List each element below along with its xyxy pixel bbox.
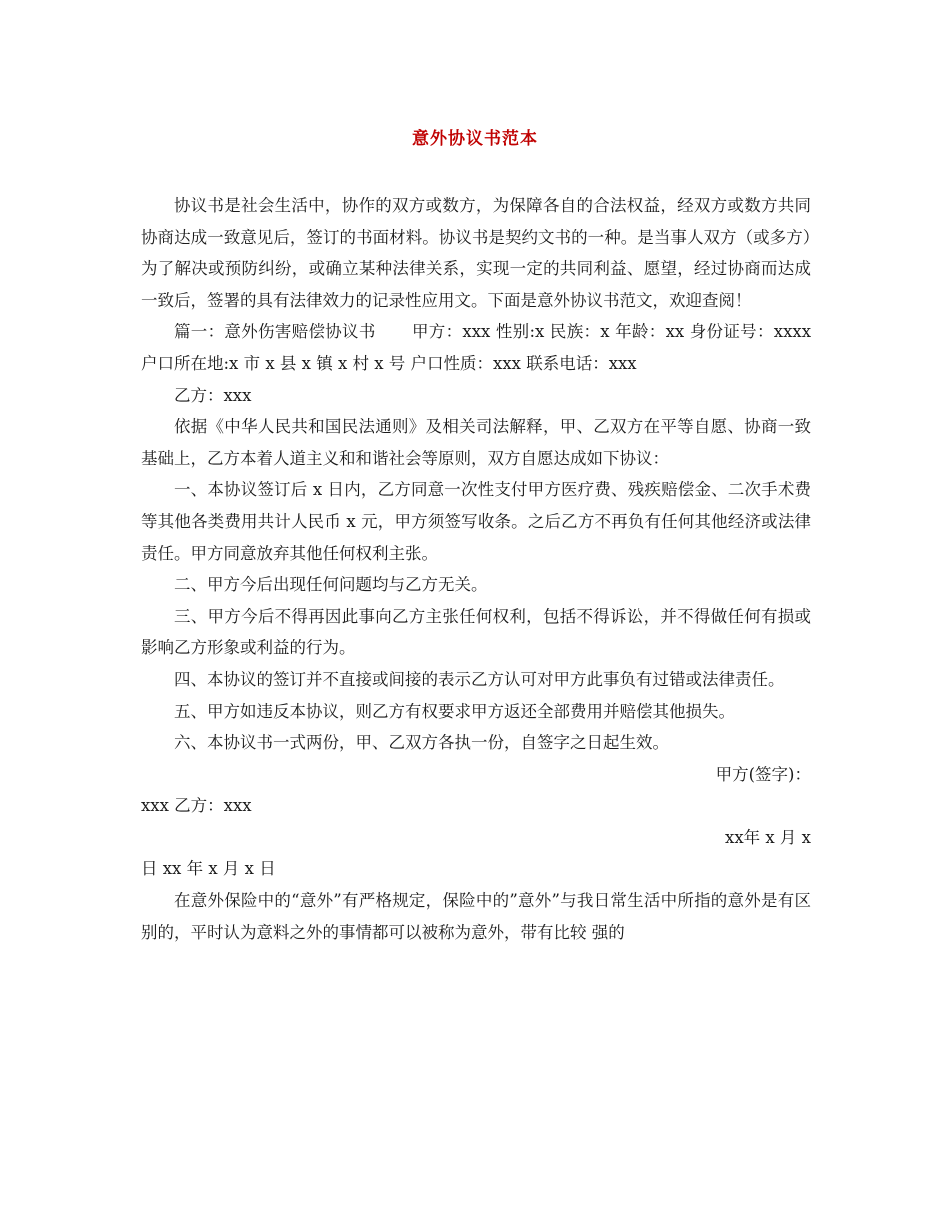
page-title: 意外协议书范本 bbox=[412, 129, 538, 149]
document-body bbox=[141, 190, 811, 948]
section-paragraph bbox=[141, 316, 811, 379]
intro-paragraph: 协议书是社会生活中，协作的双方或数方，为保障各自的合法权益，经双方或数方共同协商达成一致意见后，签订的书面材料。协议书是契约文书的一种。是当事人双方（或多方）为了解决或预防纠纷，或确立某种法律关系，实现一定的共同利益、愿望，经过协商而达成一致后，签署的具有法律效力的记录性应用文。下面是意外协议书范文，欢迎查阅！ bbox=[141, 196, 811, 310]
date-line-right: xx年 x 月 x bbox=[725, 827, 811, 847]
signature-line-left: xxx 乙方：xxx bbox=[141, 796, 252, 816]
clause-2: 二、甲方今后出现任何问题均与乙方无关。 bbox=[174, 575, 488, 595]
signature-line-right: 甲方(签字)： bbox=[715, 764, 811, 784]
party-b-info: 乙方：xxx bbox=[174, 385, 252, 405]
clause-6: 六、本协议书一式两份，甲、乙双方各执一份，自签字之日起生效。 bbox=[174, 733, 669, 753]
clause-3: 三、甲方今后不得再因此事向乙方主张任何权利，包括不得诉讼，并不得做任何有损或影响乙方形象或利益的行为。 bbox=[141, 606, 811, 658]
clause-5: 五、甲方如违反本协议，则乙方有权要求甲方返还全部费用并赔偿其他损失。 bbox=[174, 701, 735, 721]
clause-4: 四、本协议的签订并不直接或间接的表示乙方认可对甲方此事负有过错或法律责任。 bbox=[174, 669, 785, 689]
closing-paragraph: 在意外保险中的“意外”有严格规定，保险中的”意外”与我日常生活中所指的意外是有区别的，平时认为意料之外的事情都可以被称为意外，带有比较 强的 bbox=[141, 891, 811, 942]
basis-paragraph: 依据《中华人民共和国民法通则》及相关司法解释，甲、乙双方在平等自愿、协商一致基础上，乙方本着人道主义和和谐社会等原则，双方自愿达成如下协议： bbox=[141, 417, 811, 468]
date-line-left: 日 xx 年 x 月 x 日 bbox=[141, 859, 276, 879]
section-heading: 篇一：意外伤害赔偿协议书 bbox=[174, 322, 376, 342]
clause-1: 一、本协议签订后 x 日内，乙方同意一次性支付甲方医疗费、残疾赔偿金、二次手术费等其他各类费用共计人民币 x 元，甲方须签写收条。之后乙方不再负有任何其他经济或法律责任。甲方同意放弃其他任何权利主张。 bbox=[141, 480, 811, 563]
party-a-info: 甲方：xxx 性别:x 民族：x 年龄：xx 身份证号：xxxx 户口所在地:x 市 x 县 x 镇 x 村 x 号 户口性质：xxx 联系电话：xxx bbox=[141, 322, 811, 373]
